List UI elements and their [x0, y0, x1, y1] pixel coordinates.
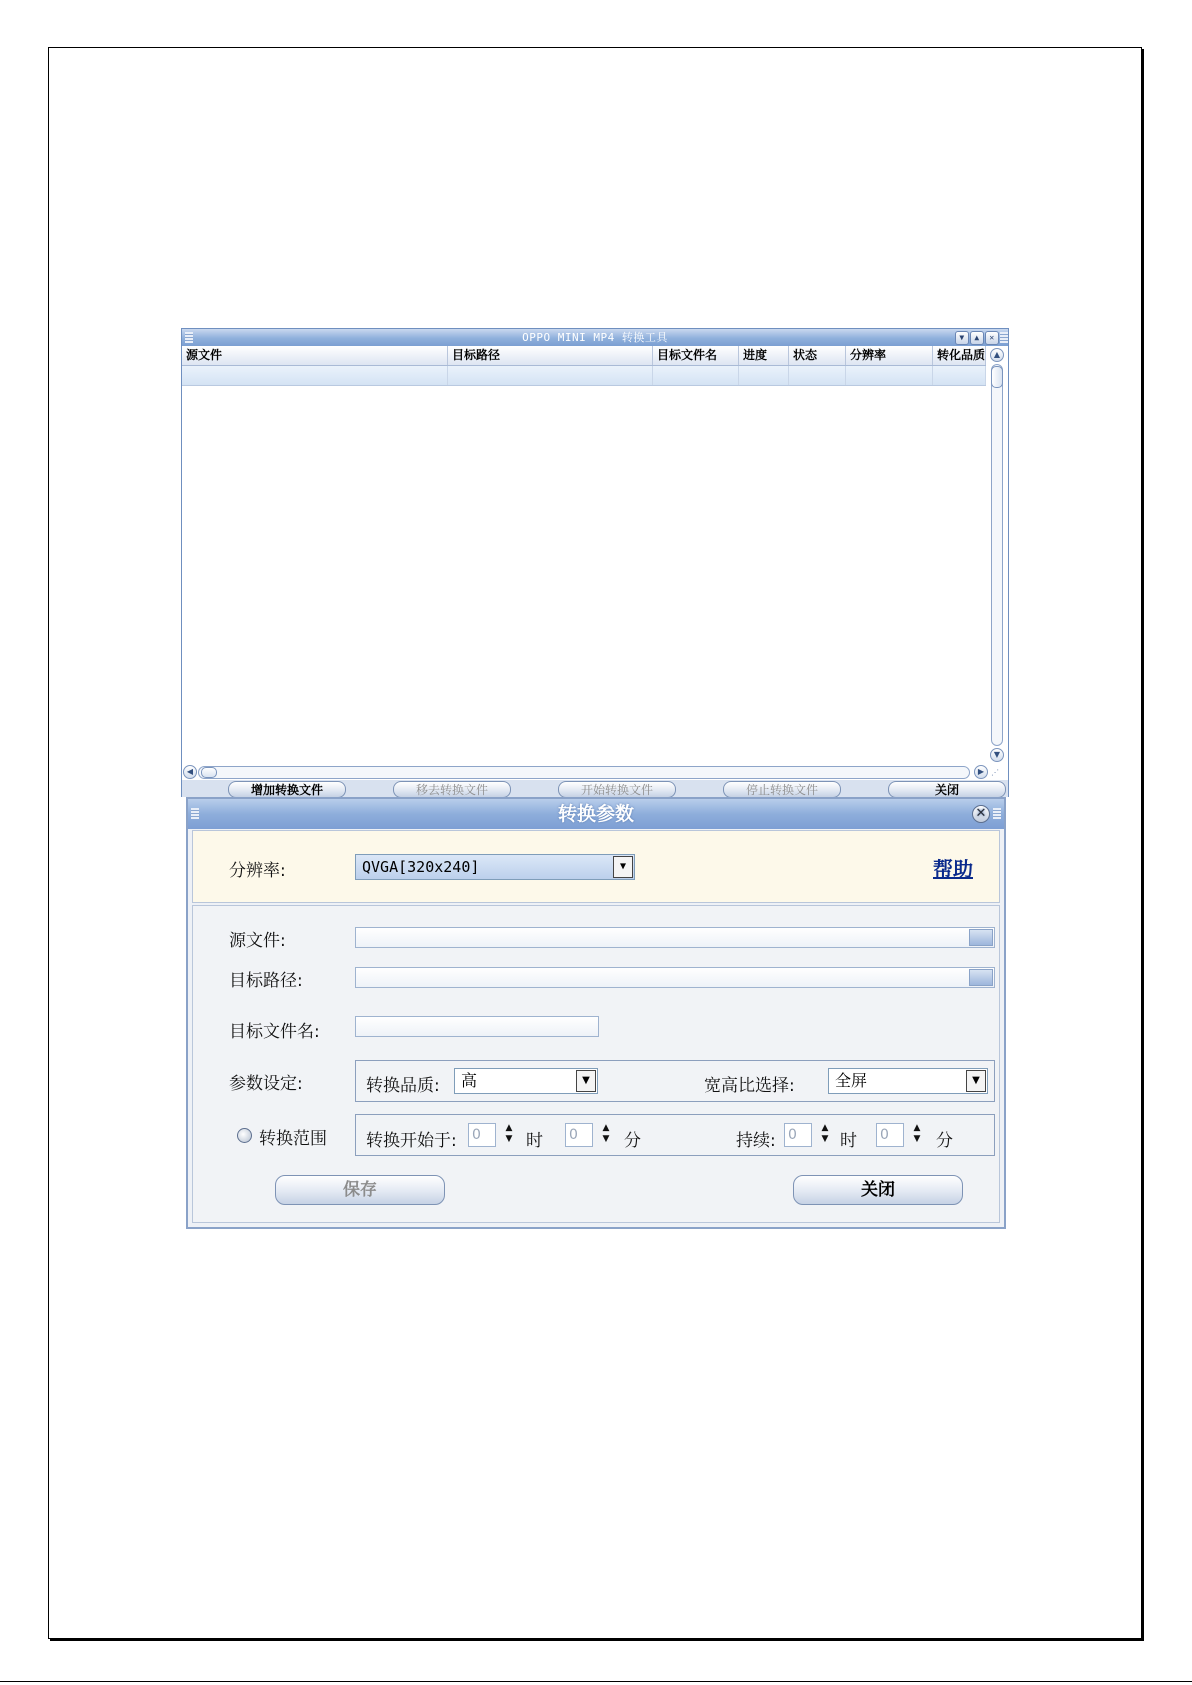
resolution-value: QVGA[320x240] — [362, 858, 480, 876]
duration-label: 持续: — [736, 1131, 776, 1151]
hour-unit: 时 — [840, 1131, 857, 1151]
converter-window — [181, 328, 1009, 797]
duration-minutes-spinner-icon[interactable]: ▲ ▼ — [913, 1123, 921, 1144]
title-grip-left — [191, 808, 199, 819]
range-radio[interactable] — [237, 1128, 252, 1143]
minute-unit: 分 — [936, 1131, 953, 1151]
converter-button-bar — [182, 780, 1008, 797]
resize-grip-icon[interactable]: ⋰ — [991, 768, 999, 777]
start-hours-input[interactable]: 0 — [468, 1123, 496, 1147]
title-grip-right — [1000, 332, 1008, 343]
column-header-status[interactable]: 状态 — [789, 346, 846, 365]
scroll-down-icon[interactable]: ▼ — [990, 748, 1004, 762]
quality-label: 转换品质: — [366, 1076, 440, 1096]
browse-button[interactable] — [969, 929, 993, 946]
dropdown-icon[interactable]: ▼ — [955, 331, 969, 345]
params-group — [355, 1060, 995, 1102]
target-name-label: 目标文件名: — [229, 1022, 320, 1042]
column-header-target-name[interactable]: 目标文件名 — [653, 346, 739, 365]
chevron-down-icon[interactable]: ▼ — [576, 1070, 596, 1092]
start-convert-button[interactable]: 开始转换文件 — [558, 781, 676, 798]
params-dialog — [186, 797, 1006, 1229]
remove-file-button[interactable]: 移去转换文件 — [393, 781, 511, 798]
vertical-scroll-track[interactable] — [991, 364, 1003, 746]
target-name-field[interactable] — [355, 1016, 599, 1037]
close-icon[interactable]: ✕ — [972, 805, 990, 823]
vertical-scrollbar[interactable] — [986, 346, 1008, 764]
column-header-target-path[interactable]: 目标路径 — [448, 346, 653, 365]
duration-hours-spinner-icon[interactable]: ▲ ▼ — [821, 1123, 829, 1144]
params-label: 参数设定: — [229, 1074, 303, 1094]
browse-button[interactable] — [969, 969, 993, 986]
hour-unit: 时 — [526, 1131, 543, 1151]
table-cell — [653, 366, 739, 385]
params-form-panel — [192, 905, 1000, 1223]
stop-convert-button[interactable]: 停止转换文件 — [723, 781, 841, 798]
quality-select[interactable] — [454, 1068, 598, 1094]
duration-minutes-input[interactable]: 0 — [876, 1123, 904, 1147]
quality-value: 高 — [461, 1071, 478, 1090]
scroll-left-icon[interactable]: ◀ — [183, 765, 197, 779]
table-cell — [739, 366, 789, 385]
column-header-progress[interactable]: 进度 — [739, 346, 789, 365]
target-path-field[interactable] — [355, 967, 995, 988]
resolution-label: 分辨率: — [229, 861, 286, 881]
horizontal-scroll-track[interactable] — [198, 766, 970, 779]
table-cell — [933, 366, 986, 385]
minimize-icon[interactable]: ▲ — [970, 331, 984, 345]
start-minutes-spinner-icon[interactable]: ▲ ▼ — [602, 1123, 610, 1144]
scroll-right-icon[interactable]: ▶ — [974, 765, 988, 779]
horizontal-scrollbar[interactable] — [182, 764, 1008, 780]
close-button[interactable]: 关闭 — [888, 781, 1006, 798]
table-cell — [846, 366, 933, 385]
minute-unit: 分 — [624, 1131, 641, 1151]
range-group — [355, 1114, 995, 1156]
table-row[interactable] — [182, 366, 986, 386]
title-grip-left — [185, 332, 193, 343]
table-cell — [182, 366, 448, 385]
params-dialog-title: 转换参数 — [557, 803, 634, 825]
aspect-label: 宽高比选择: — [704, 1076, 795, 1096]
range-label: 转换范围 — [259, 1129, 327, 1149]
source-file-field[interactable] — [355, 927, 995, 948]
file-list-body[interactable] — [182, 386, 986, 764]
column-header-source[interactable]: 源文件 — [182, 346, 448, 365]
scroll-up-icon[interactable]: ▲ — [990, 348, 1004, 362]
help-link[interactable]: 帮助 — [933, 857, 973, 881]
add-file-button[interactable]: 增加转换文件 — [228, 781, 346, 798]
target-path-label: 目标路径: — [229, 971, 303, 991]
source-file-label: 源文件: — [229, 931, 286, 951]
aspect-value: 全屏 — [835, 1071, 868, 1090]
start-minutes-input[interactable]: 0 — [565, 1123, 593, 1147]
title-grip-right — [993, 808, 1001, 819]
params-title-bar[interactable] — [188, 799, 1004, 829]
horizontal-scroll-thumb[interactable] — [201, 767, 217, 778]
resolution-select[interactable] — [355, 854, 635, 880]
aspect-select[interactable] — [828, 1068, 988, 1094]
vertical-scroll-thumb[interactable] — [991, 366, 1003, 388]
converter-title-bar[interactable] — [182, 329, 1008, 346]
converter-window-title: OPPO MINI MP4 转换工具 — [522, 331, 668, 344]
save-button[interactable]: 保存 — [275, 1175, 445, 1205]
resolution-panel — [192, 830, 1000, 903]
page-footer-rule — [0, 1681, 1192, 1682]
column-header-quality[interactable]: 转化品质 — [933, 346, 986, 365]
close-icon[interactable]: ✕ — [985, 331, 999, 345]
table-cell — [448, 366, 653, 385]
chevron-down-icon[interactable]: ▼ — [966, 1070, 986, 1092]
chevron-down-icon[interactable]: ▼ — [613, 856, 633, 878]
column-header-resolution[interactable]: 分辨率 — [846, 346, 933, 365]
duration-hours-input[interactable]: 0 — [784, 1123, 812, 1147]
start-hours-spinner-icon[interactable]: ▲ ▼ — [505, 1123, 513, 1144]
file-list-header — [182, 346, 986, 366]
close-button[interactable]: 关闭 — [793, 1175, 963, 1205]
table-cell — [789, 366, 846, 385]
start-label: 转换开始于: — [366, 1131, 457, 1151]
